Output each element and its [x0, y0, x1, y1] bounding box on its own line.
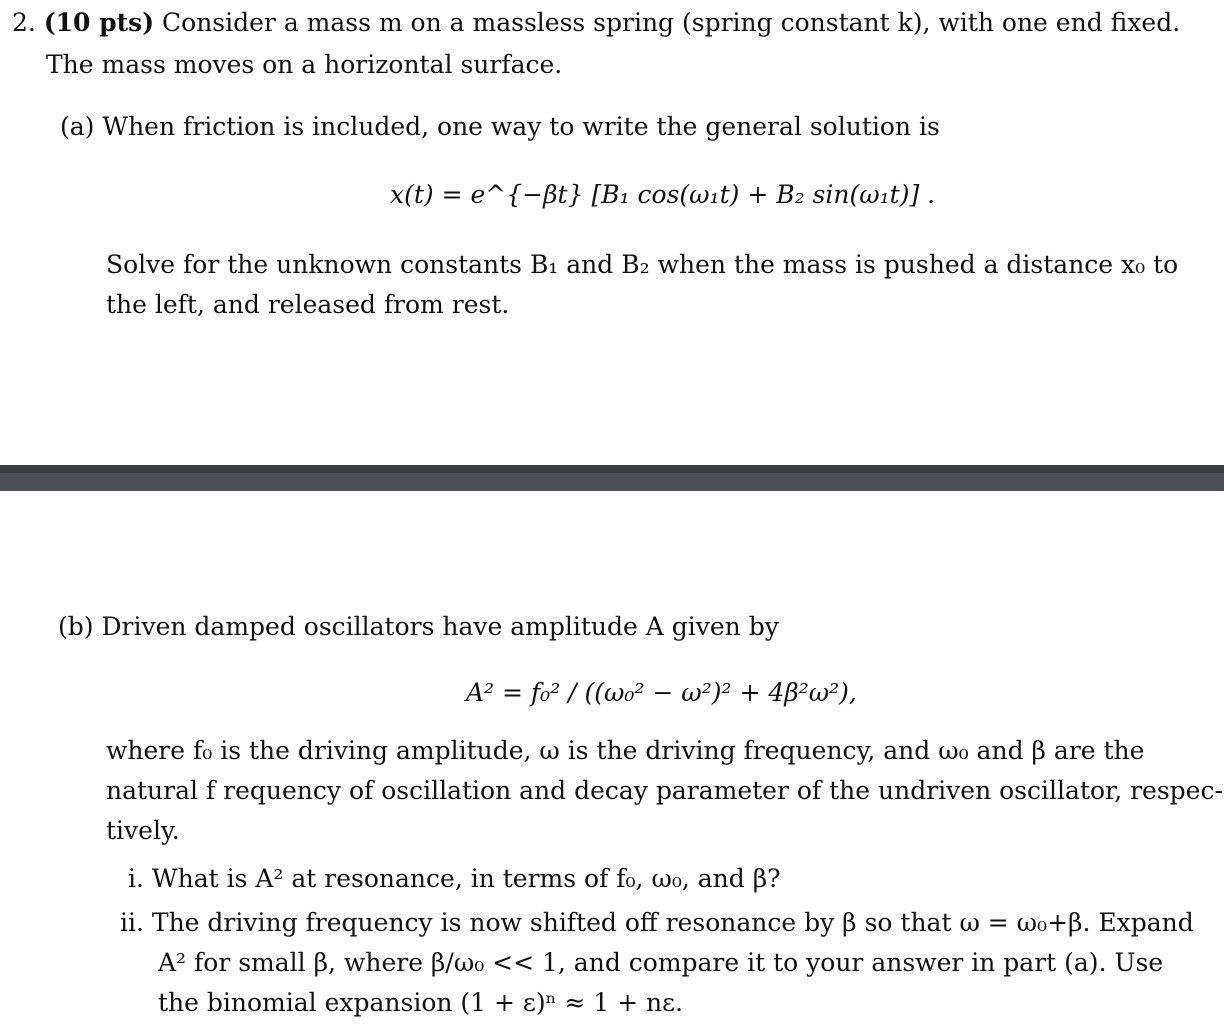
problem-points: (10 pts) [43, 8, 155, 37]
sub-ii-line1 [120, 908, 1194, 938]
part-b-where-line3: tively. [106, 816, 180, 845]
sub-ii-label: ii. [120, 908, 144, 937]
sub-i-label: i. [128, 864, 144, 893]
part-b-text: Driven damped oscillators have amplitude A given by [101, 612, 779, 641]
part-b-where-line2: natural f requency of oscillation and decay parameter of the undriven oscillator, respec- [106, 776, 1223, 805]
sub-i-line [128, 864, 781, 894]
problem-intro-line2: The mass moves on a horizontal surface. [46, 50, 563, 79]
part-b-where-line1: where f₀ is the driving amplitude, ω is the driving frequency, and ω₀ and β are the [106, 736, 1145, 765]
sub-ii-text-line1: The driving frequency is now shifted off resonance by β so that ω = ω₀+β. Expand [151, 908, 1194, 937]
sub-ii-line3: the binomial expansion (1 + ε)ⁿ ≈ 1 + nε. [158, 988, 684, 1017]
problem-header-line1 [12, 8, 1180, 38]
problem-intro-line1: Consider a mass m on a massless spring (spring constant k), with one end fixed. [162, 8, 1181, 37]
section-divider [0, 465, 1224, 491]
part-a-label: (a) [60, 112, 95, 141]
problem-number: 2. [12, 8, 36, 37]
sub-i-text: What is A² at resonance, in terms of f₀, ω₀, and β? [151, 864, 781, 893]
sub-ii-line2: A² for small β, where β/ω₀ << 1, and compare it to your answer in part (a). Use [158, 948, 1164, 977]
part-a-equation: x(t) = e^{−βt} [B₁ cos(ω₁t) + B₂ sin(ω₁t)] . [390, 180, 936, 209]
part-b-line [58, 612, 779, 642]
part-a-text: When friction is included, one way to write the general solution is [102, 112, 940, 141]
part-a-line [60, 112, 940, 142]
part-b-equation: A² = f₀² / ((ω₀² − ω²)² + 4β²ω²), [466, 678, 857, 707]
part-a-task-line1: Solve for the unknown constants B₁ and B₂ when the mass is pushed a distance x₀ to [106, 250, 1179, 279]
part-a-task-line2: the left, and released from rest. [106, 290, 510, 319]
part-b-label: (b) [58, 612, 94, 641]
